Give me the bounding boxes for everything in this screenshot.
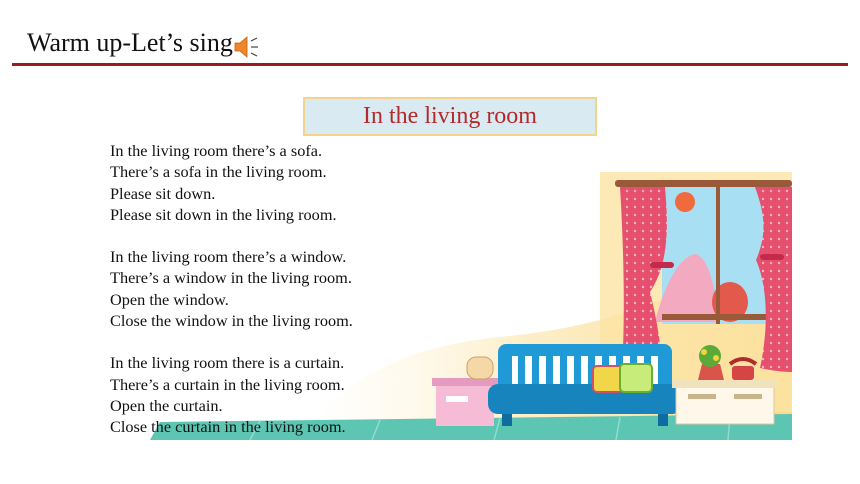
- lyric-line: Open the curtain.: [110, 395, 223, 415]
- cushion-green: [620, 364, 652, 392]
- stanza: [110, 352, 353, 437]
- sofa: [488, 344, 682, 426]
- song-title-banner: [303, 97, 597, 136]
- lyric-line: There’s a window in the living room.: [110, 268, 352, 288]
- lyric-line: Open the window.: [110, 289, 229, 309]
- lyric-line: Please sit down in the living room.: [110, 204, 337, 224]
- lyric-line: Close the window in the living room.: [110, 311, 353, 331]
- header-divider: [12, 63, 848, 66]
- lyric-line: In the living room there is a curtain.: [110, 353, 345, 373]
- lyric-line: In the living room there’s a window.: [110, 247, 347, 267]
- lyric-line: There’s a curtain in the living room.: [110, 374, 345, 394]
- cushion-yellow: [593, 366, 623, 392]
- song-lyrics: [110, 140, 353, 459]
- telephone: [732, 366, 754, 380]
- lyric-line: Close the curtain in the living room.: [110, 417, 346, 437]
- curtain-rod: [615, 180, 792, 187]
- song-title: In the living room: [363, 103, 537, 129]
- stanza: [110, 246, 353, 331]
- stanza: [110, 140, 353, 225]
- lyric-line: In the living room there’s a sofa.: [110, 141, 323, 160]
- header-title: Warm up-Let’s sing: [27, 28, 233, 57]
- teapot: [467, 357, 493, 379]
- lyric-line: There’s a sofa in the living room.: [110, 162, 327, 182]
- speaker-icon[interactable]: [233, 35, 261, 59]
- lyric-line: Please sit down.: [110, 183, 216, 203]
